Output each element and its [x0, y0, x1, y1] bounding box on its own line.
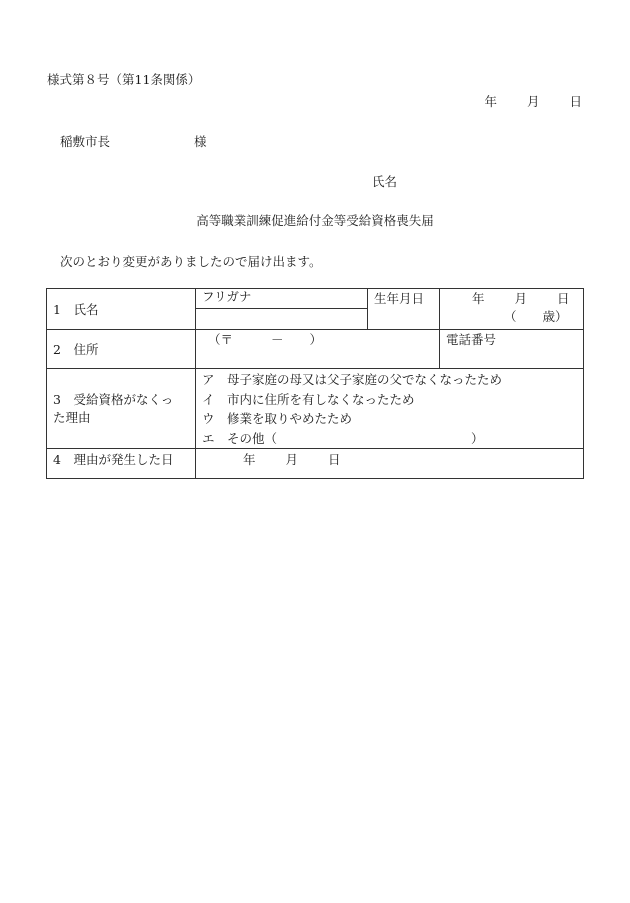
reason-other-close: ） — [471, 430, 484, 446]
address-row-label: 2 住所 — [47, 330, 196, 369]
date-year-label: 年 — [484, 94, 497, 109]
form-number: 様式第８号（第11条関係） — [47, 72, 201, 87]
postal-open-label: （〒 — [208, 332, 234, 347]
reason-option-b[interactable]: イ 市内に住所を有しなくなったため — [202, 391, 415, 407]
addressee — [60, 132, 207, 150]
applicant-name-label: 氏名 — [372, 174, 398, 189]
submission-date — [458, 92, 582, 110]
reason-option-c[interactable]: ウ 修業を取りやめたため — [202, 411, 353, 426]
birthdate-label: 生年月日 — [368, 289, 440, 330]
addressee-name: 稲敷市長 — [60, 134, 111, 149]
name-row-label: 1 氏名 — [47, 289, 196, 330]
furigana-label: フリガナ — [196, 289, 368, 309]
phone-label: 電話番号 — [440, 330, 584, 369]
postal-close-label: ） — [309, 332, 323, 347]
address-field[interactable] — [196, 330, 440, 369]
birthdate-field[interactable] — [440, 289, 584, 330]
date-day-label: 日 — [569, 94, 582, 109]
occurrence-date-label: 4 理由が発生した日 — [47, 449, 196, 479]
intro-text: 次のとおり変更がありましたので届け出ます。 — [60, 254, 322, 269]
date-month-label: 月 — [526, 94, 540, 109]
reason-other-label: エ その他（ — [202, 430, 278, 446]
birth-day-label: 日 — [557, 291, 570, 306]
occurrence-year-label: 年 — [243, 452, 256, 467]
notification-form-table — [46, 288, 584, 479]
occurrence-day-label: 日 — [328, 452, 341, 467]
birth-month-label: 月 — [514, 291, 528, 306]
reason-options — [196, 369, 584, 449]
reason-label-line1: 3 受給資格がなくっ — [53, 392, 174, 407]
name-field[interactable] — [196, 309, 368, 330]
age-label: 歳） — [542, 309, 568, 324]
reason-option-other[interactable] — [196, 429, 583, 449]
reason-option-a[interactable]: ア 母子家庭の母又は父子家庭の父でなくなったため — [202, 372, 503, 387]
birth-year-label: 年 — [472, 291, 485, 306]
reason-label-line2: た理由 — [53, 410, 91, 425]
document-title: 高等職業訓練促進給付金等受給資格喪失届 — [196, 213, 434, 228]
occurrence-date-field[interactable] — [196, 449, 584, 479]
reason-row-label — [47, 369, 196, 449]
occurrence-month-label: 月 — [285, 452, 299, 467]
age-open-label: （ — [504, 309, 517, 324]
addressee-honorific: 様 — [194, 134, 207, 149]
postal-dash: － — [271, 332, 284, 347]
